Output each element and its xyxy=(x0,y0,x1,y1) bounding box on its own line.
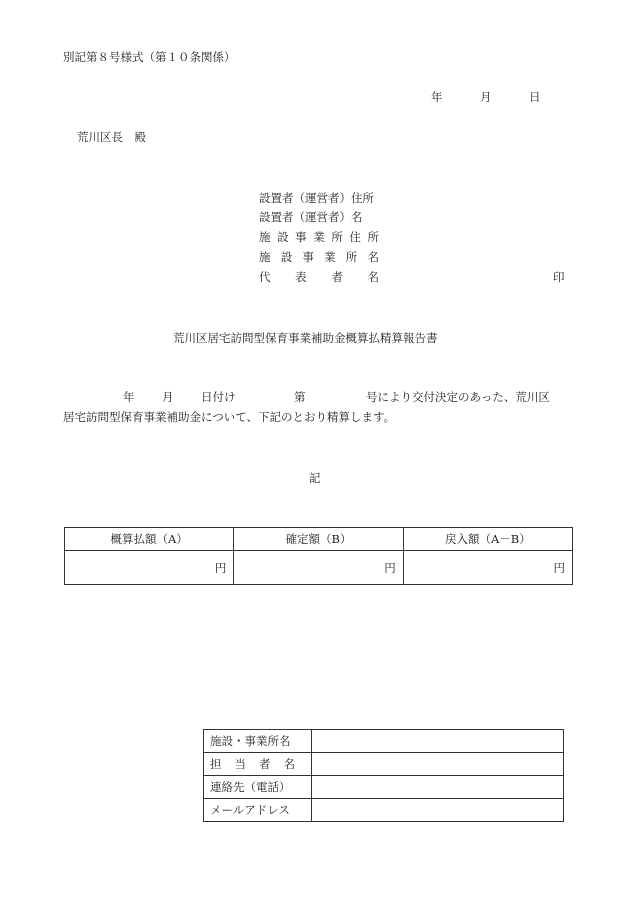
spaced-char: 住 xyxy=(349,230,361,244)
value-refund-amount xyxy=(403,551,572,585)
spaced-char: 業 xyxy=(313,230,325,244)
header-refund-amount: 戻入額（A－B） xyxy=(403,528,572,551)
spaced-char: 当 xyxy=(234,757,246,771)
body-month: 月 xyxy=(162,390,174,404)
contact-label-email: メールアドレス xyxy=(204,799,312,822)
contact-table xyxy=(203,729,564,822)
body-line2: 居宅訪問型保育事業補助金について、下記のとおり精算します。 xyxy=(63,410,396,424)
form-number: 別記第８号様式（第１０条関係） xyxy=(63,50,236,64)
contact-value-phone xyxy=(311,776,563,799)
spaced-char: 名 xyxy=(367,250,379,264)
contact-row-person xyxy=(204,753,564,776)
spaced-char: 事 xyxy=(302,250,314,264)
contact-label-person-text xyxy=(210,756,295,772)
spaced-char: 者 xyxy=(331,270,343,284)
header-advance-amount: 概算払額（A） xyxy=(65,528,234,551)
field-facility-address xyxy=(259,230,379,244)
contact-label-facility: 施設・事業所名 xyxy=(204,730,312,753)
spaced-char: 施 xyxy=(259,250,271,264)
contact-row-email xyxy=(204,799,564,822)
spaced-char: 表 xyxy=(295,270,307,284)
spaced-char: 設 xyxy=(277,230,289,244)
yen-unit: 円 xyxy=(553,560,565,575)
yen-unit: 円 xyxy=(214,560,227,575)
header-confirmed-amount: 確定額（B） xyxy=(234,528,403,551)
contact-row-facility xyxy=(204,730,564,753)
date-year-label: 年 xyxy=(431,90,443,104)
body-dated: 日付け xyxy=(201,390,236,404)
contact-value-person xyxy=(311,753,563,776)
contact-value-email xyxy=(311,799,563,822)
spaced-char: 担 xyxy=(210,757,222,771)
body-number-prefix: 第 xyxy=(294,390,306,404)
spaced-char: 代 xyxy=(259,270,271,284)
field-representative-name xyxy=(259,270,379,284)
spaced-char: 事 xyxy=(295,230,307,244)
summary-value-row xyxy=(65,551,573,585)
spaced-char: 設 xyxy=(280,250,293,264)
spaced-char: 名 xyxy=(367,270,379,284)
body-year: 年 xyxy=(123,390,135,404)
contact-value-facility xyxy=(311,730,563,753)
value-advance-amount xyxy=(65,551,234,585)
spaced-char: 名 xyxy=(283,757,295,771)
contact-label-person xyxy=(204,753,312,776)
field-founder-name: 設置者（運営者）名 xyxy=(259,210,363,224)
field-founder-address: 設置者（運営者）住所 xyxy=(259,191,374,205)
spaced-char: 業 xyxy=(324,250,336,264)
document-title: 荒川区居宅訪問型保育事業補助金概算払精算報告書 xyxy=(173,331,438,345)
seal-mark: 印 xyxy=(553,270,565,284)
summary-header-row xyxy=(65,528,573,551)
body-line1-rest: 号により交付決定のあった、荒川区 xyxy=(366,390,550,404)
spaced-char: 所 xyxy=(331,230,343,244)
contact-label-phone: 連絡先（電話） xyxy=(204,776,312,799)
summary-table xyxy=(64,527,573,585)
date-day-label: 日 xyxy=(529,90,541,104)
spaced-char: 所 xyxy=(367,230,379,244)
yen-unit: 円 xyxy=(384,560,396,575)
value-confirmed-amount xyxy=(234,551,403,585)
ki-heading: 記 xyxy=(309,471,321,485)
spaced-char: 施 xyxy=(259,230,271,244)
addressee: 荒川区長 殿 xyxy=(77,130,146,144)
field-facility-name xyxy=(259,250,379,264)
date-month-label: 月 xyxy=(480,90,492,104)
contact-row-phone xyxy=(204,776,564,799)
spaced-char: 者 xyxy=(259,757,271,771)
spaced-char: 所 xyxy=(345,250,358,264)
